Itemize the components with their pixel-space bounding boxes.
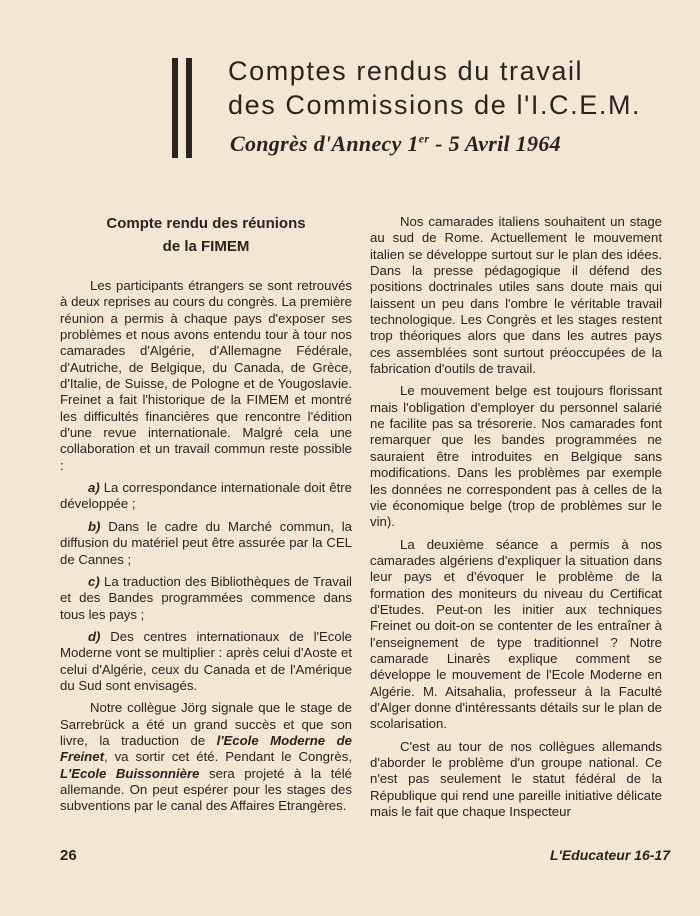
list-text-d: Des centres internationaux de l'Ecole Moderne vont se multiplier : après celui d'Aoste et celui d'Algérie, ceux du Canada et de l'Amérique du Sud sont envisagés.: [60, 628, 352, 693]
book-title: l'Ecole Moderne de Freinet: [60, 732, 352, 765]
section-heading-line-1: Compte rendu des réunions: [106, 215, 306, 232]
page-title: [228, 54, 678, 122]
film-title: L'Ecole Buissonnière: [60, 765, 200, 781]
title-rule-left: [172, 58, 178, 158]
list-label-c: c): [88, 573, 100, 589]
list-text-c: La traduction des Bibliothèques de Travail et des Bandes programmées commence dans tous les pays ;: [60, 573, 352, 622]
journal-name: L'Educateur 16-17: [549, 847, 670, 863]
list-item-c: [60, 574, 352, 623]
page-number: 26: [60, 847, 77, 864]
paragraph-algeria: La deuxième séance a permis à nos camarades algériens d'expliquer la situation dans leur pays et d'évoquer le problème de la formation des moniteurs du niveau du Certificat d'Etudes. Peut-on les initier aux techniques Freinet ou doit-on se contenter de les entraîner à l'enseignement de type traditionnel ? Notre camarade Linarès explique comment se développe le mouvement de l'Ecole Moderne en Algérie. M. Aitsahalia, professeur à la Faculté d'Alger donne d'intéressants détails sur le plan de scolarisation.: [370, 536, 662, 732]
paragraph-jorg: [60, 700, 352, 814]
list-text-a: La correspondance internationale doit être développée ;: [60, 480, 352, 512]
left-column: [60, 212, 352, 821]
paragraph-belgium: Le mouvement belge est toujours florissant mais l'obligation d'employer du personnel salarié ne facilite pas sa trésorerie. Nos camarades font remarquer que les bandes programmées ne sauraient être introduites en Belgique sans modifications. Dans les problèmes par exemple les données ne correspondent pas à celles de la vie économique belge (trop de problèmes sur le vin).: [370, 383, 662, 530]
paragraph-germany: C'est au tour de nos collègues allemands d'aborder le problème d'un groupe national. Ce n'est pas seulement le statut fédéral de la République qui rend une pareille initiative délicate mais le fait que chaque Inspecteur: [370, 738, 662, 820]
subtitle-ordinal: er: [418, 131, 430, 146]
paragraph-italy: Nos camarades italiens souhaitent un stage au sud de Rome. Actuellement le mouvement italien se développe surtout sur le plan des idées. Dans la presse pédagogique il défend des positions doctrinales utiles sans doute mais qui laissent un peu dans l'ombre le véritable travail technologique. Les Congrès et les stages restent trop théoriques alors que dans les autres pays ces assemblées sont surtout préoccupées de la fabrication d'outils de travail.: [370, 214, 662, 377]
list-item-d: [60, 629, 352, 694]
jorg-text-3: sera projeté à la télé allemande. On peut espérer pour les stages des subventions par le canal des Affaires Etrangères.: [60, 765, 352, 814]
title-line-2: des Commissions de l'I.C.E.M.: [228, 90, 642, 120]
section-heading-line-2: de la FIMEM: [162, 238, 250, 255]
list-label-b: b): [88, 518, 101, 534]
paragraph-intro: Les participants étrangers se sont retrouvés à deux reprises au cours du congrès. La première réunion a permis à chaque pays d'exposer ses problèmes et nous avons entendu tour à tour nos camarades d'Algérie, d'Allemagne Fédérale, d'Autriche, de Belgique, du Canada, de Grèce, d'Italie, de Suisse, de Pologne et de Yougoslavie. Freinet a fait l'historique de la FIMEM et montré les difficultés financières que rencontre l'édition d'une revue internationale. Malgré cela une collaboration et un travail commun reste possible :: [60, 278, 352, 473]
subtitle-dates: - 5 Avril 1964: [429, 131, 561, 156]
subtitle-event: Congrès d'Annecy 1: [230, 131, 419, 156]
right-column: [370, 214, 662, 826]
list-label-d: d): [88, 628, 101, 644]
section-heading: [60, 212, 352, 258]
page-subtitle: [230, 131, 561, 157]
jorg-text-1: Notre collègue Jörg signale que le stage de Sarrebrück a été un grand succès et que son livre, la traduction de: [60, 700, 352, 748]
title-rule-right: [186, 58, 192, 158]
list-label-a: a): [88, 480, 100, 496]
title-line-1: Comptes rendus du travail: [228, 56, 584, 86]
list-item-b: [60, 519, 352, 568]
jorg-text-2: , va sortir cet été. Pendant le Congrès,: [103, 749, 352, 765]
list-text-b: Dans le cadre du Marché commun, la diffusion du matériel peut être assurée par la CEL de Cannes ;: [60, 518, 352, 567]
list-item-a: [60, 480, 352, 513]
